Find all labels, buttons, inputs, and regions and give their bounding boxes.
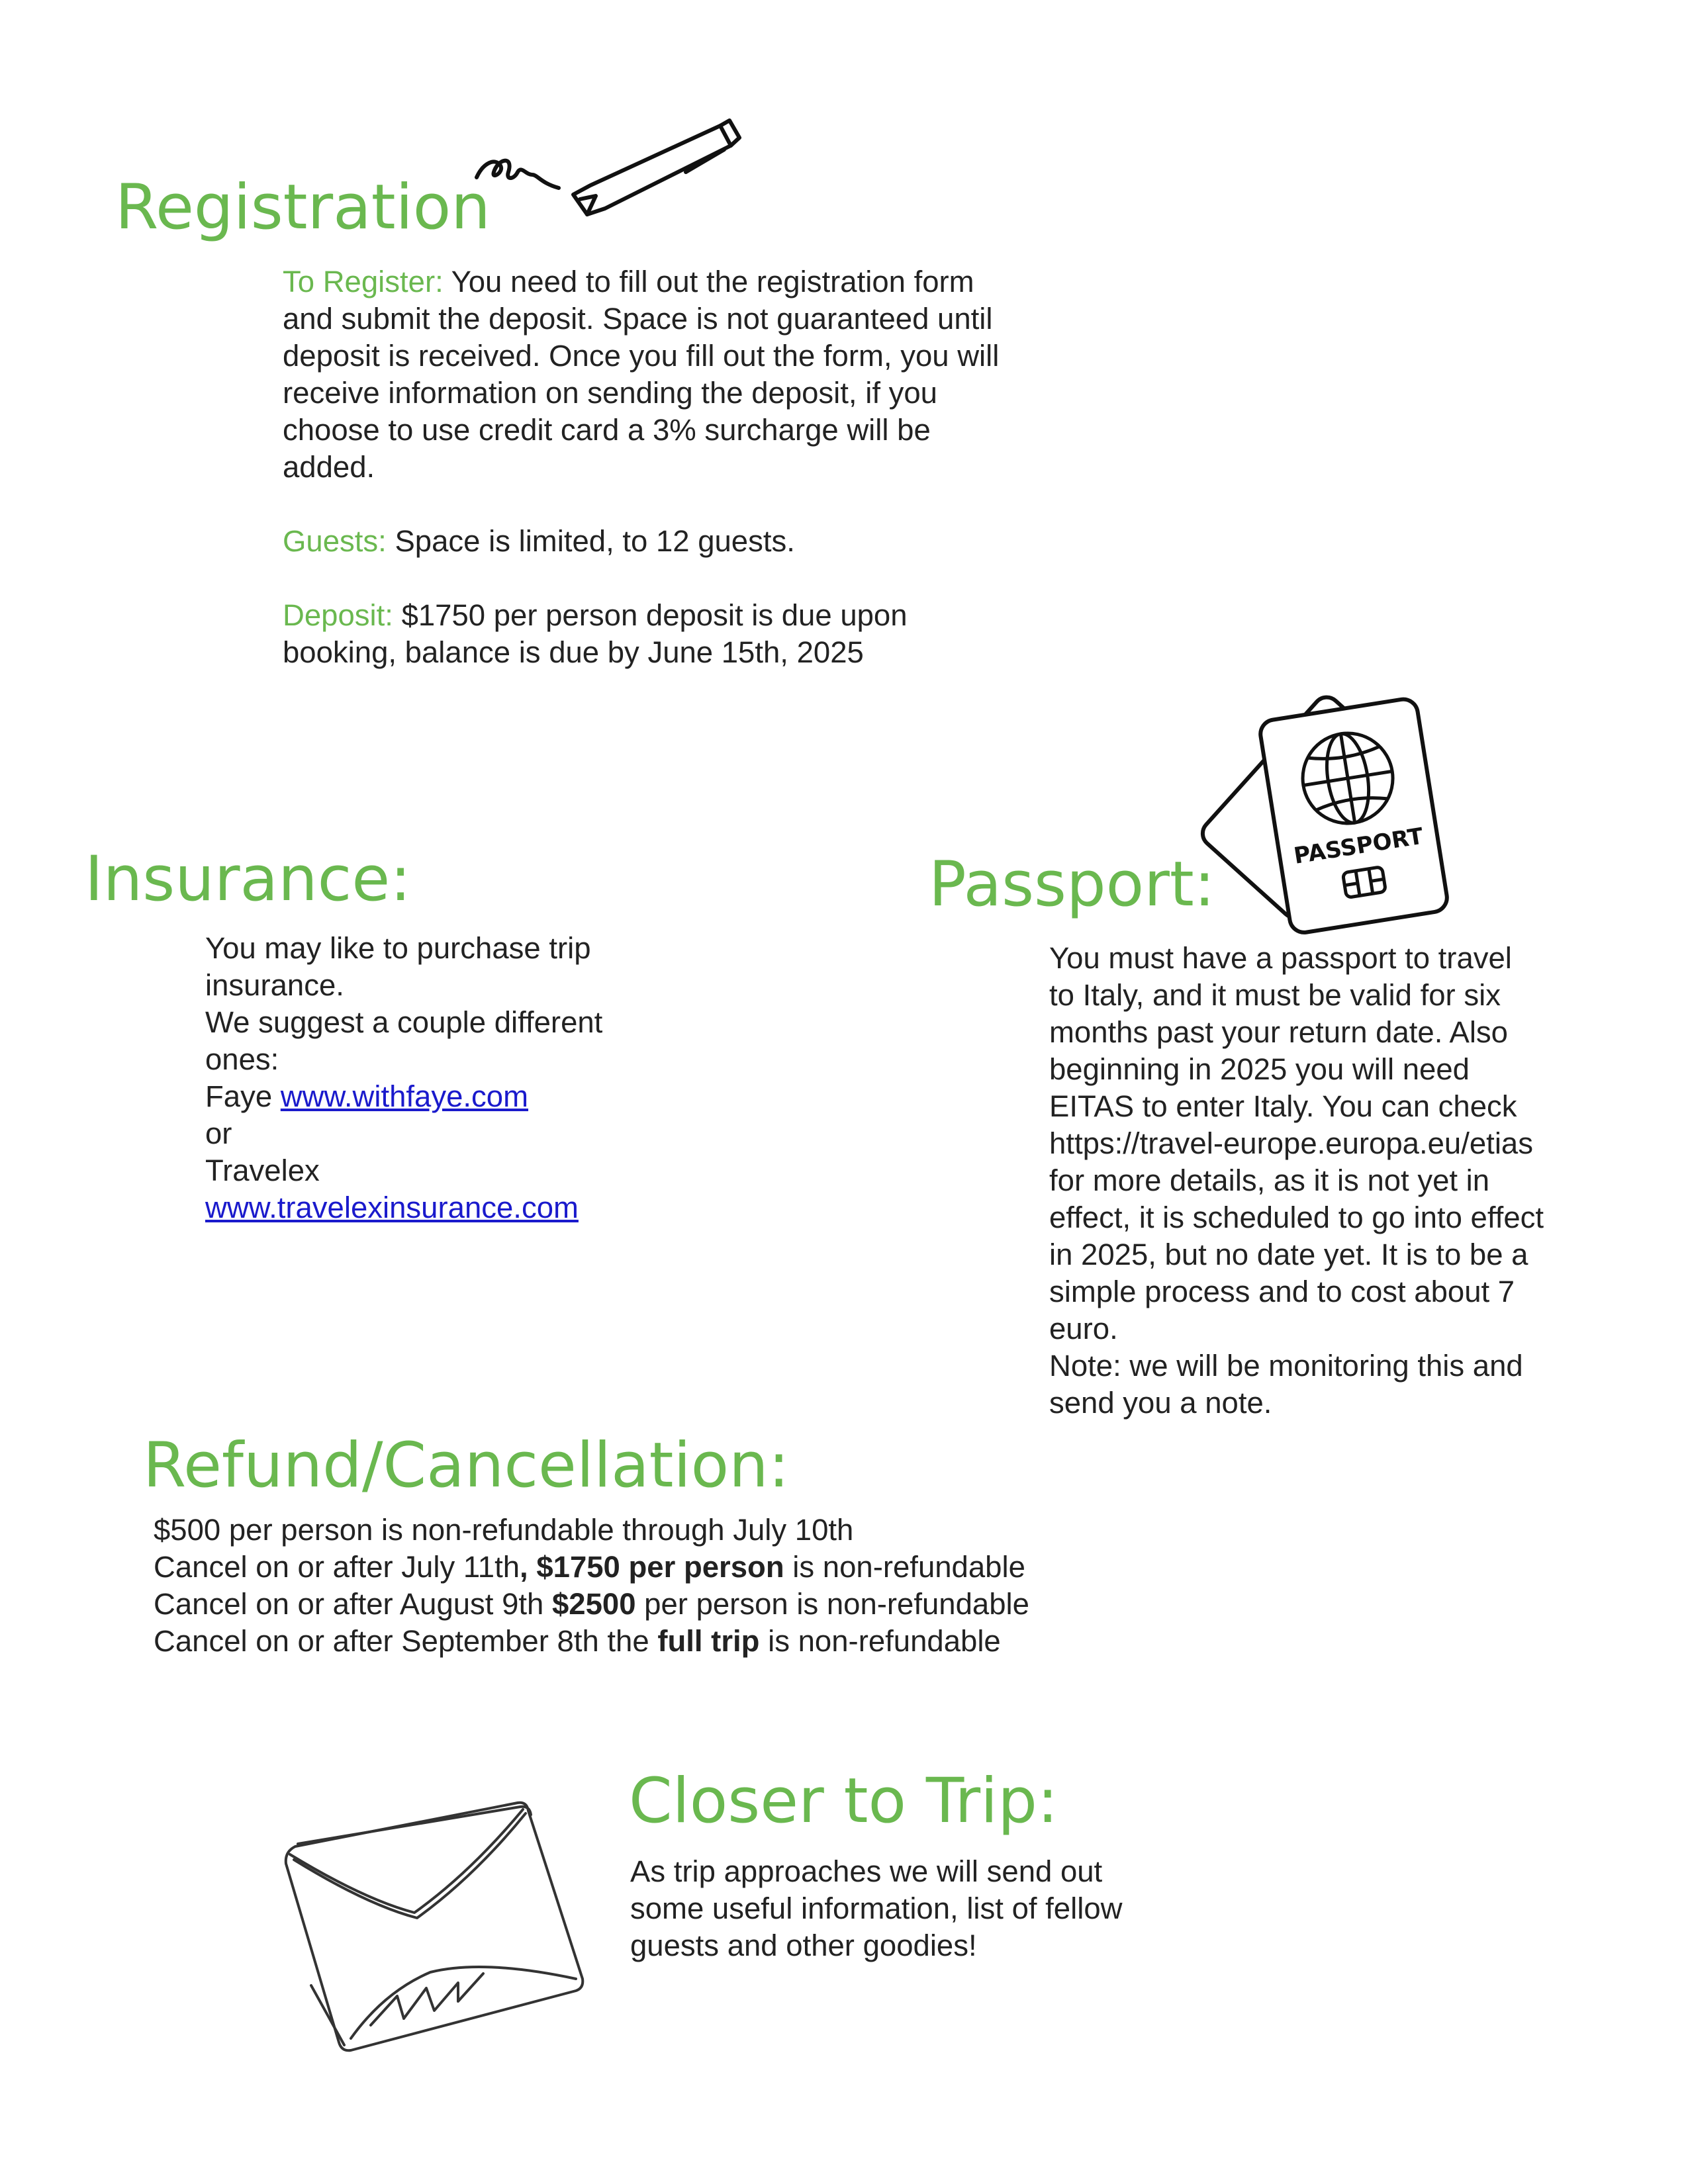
insurance-body bbox=[205, 930, 602, 1226]
refund-body bbox=[154, 1512, 1029, 1660]
faye-link[interactable]: www.withfaye.com bbox=[280, 1079, 529, 1113]
deposit-line: Deposit: $1750 per person deposit is due upon bbox=[283, 598, 908, 632]
passport-line: simple process and to cost about 7 bbox=[1049, 1275, 1515, 1308]
closer-line: As trip approaches we will send out bbox=[630, 1854, 1103, 1888]
refund-line-1: $500 per person is non-refundable through July 10th bbox=[154, 1513, 854, 1547]
pen-signature-icon bbox=[474, 111, 752, 230]
passport-line: Note: we will be monitoring this and bbox=[1049, 1349, 1523, 1383]
refund-line-2: Cancel on or after July 11th, $1750 per person is non-refundable bbox=[154, 1550, 1025, 1584]
deposit-label: Deposit: bbox=[283, 598, 393, 632]
passport-line: months past your return date. Also bbox=[1049, 1015, 1508, 1049]
passport-line: https://travel-europe.europa.eu/etias bbox=[1049, 1126, 1533, 1160]
to-register-line: added. bbox=[283, 450, 375, 484]
to-register-line: To Register: You need to fill out the registration form bbox=[283, 265, 974, 298]
passport-line: EITAS to enter Italy. You can check bbox=[1049, 1089, 1517, 1123]
registration-heading: Registration bbox=[115, 171, 491, 244]
passport-line: effect, it is scheduled to go into effect bbox=[1049, 1201, 1544, 1234]
passport-line: euro. bbox=[1049, 1312, 1118, 1345]
closer-heading: Closer to Trip: bbox=[629, 1765, 1058, 1837]
passport-line: in 2025, but no date yet. It is to be a bbox=[1049, 1238, 1528, 1271]
faye-line: Faye www.withfaye.com bbox=[205, 1079, 529, 1113]
passport-line: beginning in 2025 you will need bbox=[1049, 1052, 1470, 1086]
refund-heading: Refund/Cancellation: bbox=[143, 1430, 790, 1502]
travelex-name: Travelex bbox=[205, 1154, 320, 1187]
passport-line: for more details, as it is not yet in bbox=[1049, 1163, 1490, 1197]
guests-line: Guests: Space is limited, to 12 guests. bbox=[283, 524, 795, 558]
travelex-link[interactable]: www.travelexinsurance.com bbox=[205, 1191, 579, 1224]
or-text: or bbox=[205, 1116, 232, 1150]
passport-line: send you a note. bbox=[1049, 1386, 1272, 1420]
passport-icon-label: PASSPORT bbox=[1291, 823, 1425, 870]
envelope-icon bbox=[285, 1800, 596, 2065]
to-register-line: receive information on sending the deposit, if you bbox=[283, 376, 937, 410]
passport-icon bbox=[1205, 678, 1503, 950]
to-register-line: and submit the deposit. Space is not guaranteed until bbox=[283, 302, 993, 336]
refund-line-3: Cancel on or after August 9th $2500 per person is non-refundable bbox=[154, 1587, 1029, 1621]
insurance-line: insurance. bbox=[205, 968, 344, 1002]
guests-label: Guests: bbox=[283, 524, 387, 558]
deposit-line: booking, balance is due by June 15th, 2025 bbox=[283, 635, 864, 669]
closer-line: guests and other goodies! bbox=[630, 1929, 977, 1962]
insurance-heading: Insurance: bbox=[85, 843, 411, 915]
refund-line-4: Cancel on or after September 8th the full trip is non-refundable bbox=[154, 1624, 1001, 1658]
passport-heading: Passport: bbox=[929, 848, 1215, 921]
insurance-line: ones: bbox=[205, 1042, 279, 1076]
to-register-line: choose to use credit card a 3% surcharge will be bbox=[283, 413, 931, 447]
passport-body bbox=[1049, 940, 1544, 1422]
closer-line: some useful information, list of fellow bbox=[630, 1891, 1123, 1925]
insurance-line: You may like to purchase trip bbox=[205, 931, 591, 965]
to-register-line: deposit is received. Once you fill out the form, you will bbox=[283, 339, 1000, 373]
registration-body bbox=[283, 263, 999, 671]
to-register-label: To Register: bbox=[283, 265, 444, 298]
passport-line: You must have a passport to travel bbox=[1049, 941, 1512, 975]
passport-line: to Italy, and it must be valid for six bbox=[1049, 978, 1501, 1012]
insurance-line: We suggest a couple different bbox=[205, 1005, 603, 1039]
closer-body bbox=[630, 1853, 1123, 1964]
